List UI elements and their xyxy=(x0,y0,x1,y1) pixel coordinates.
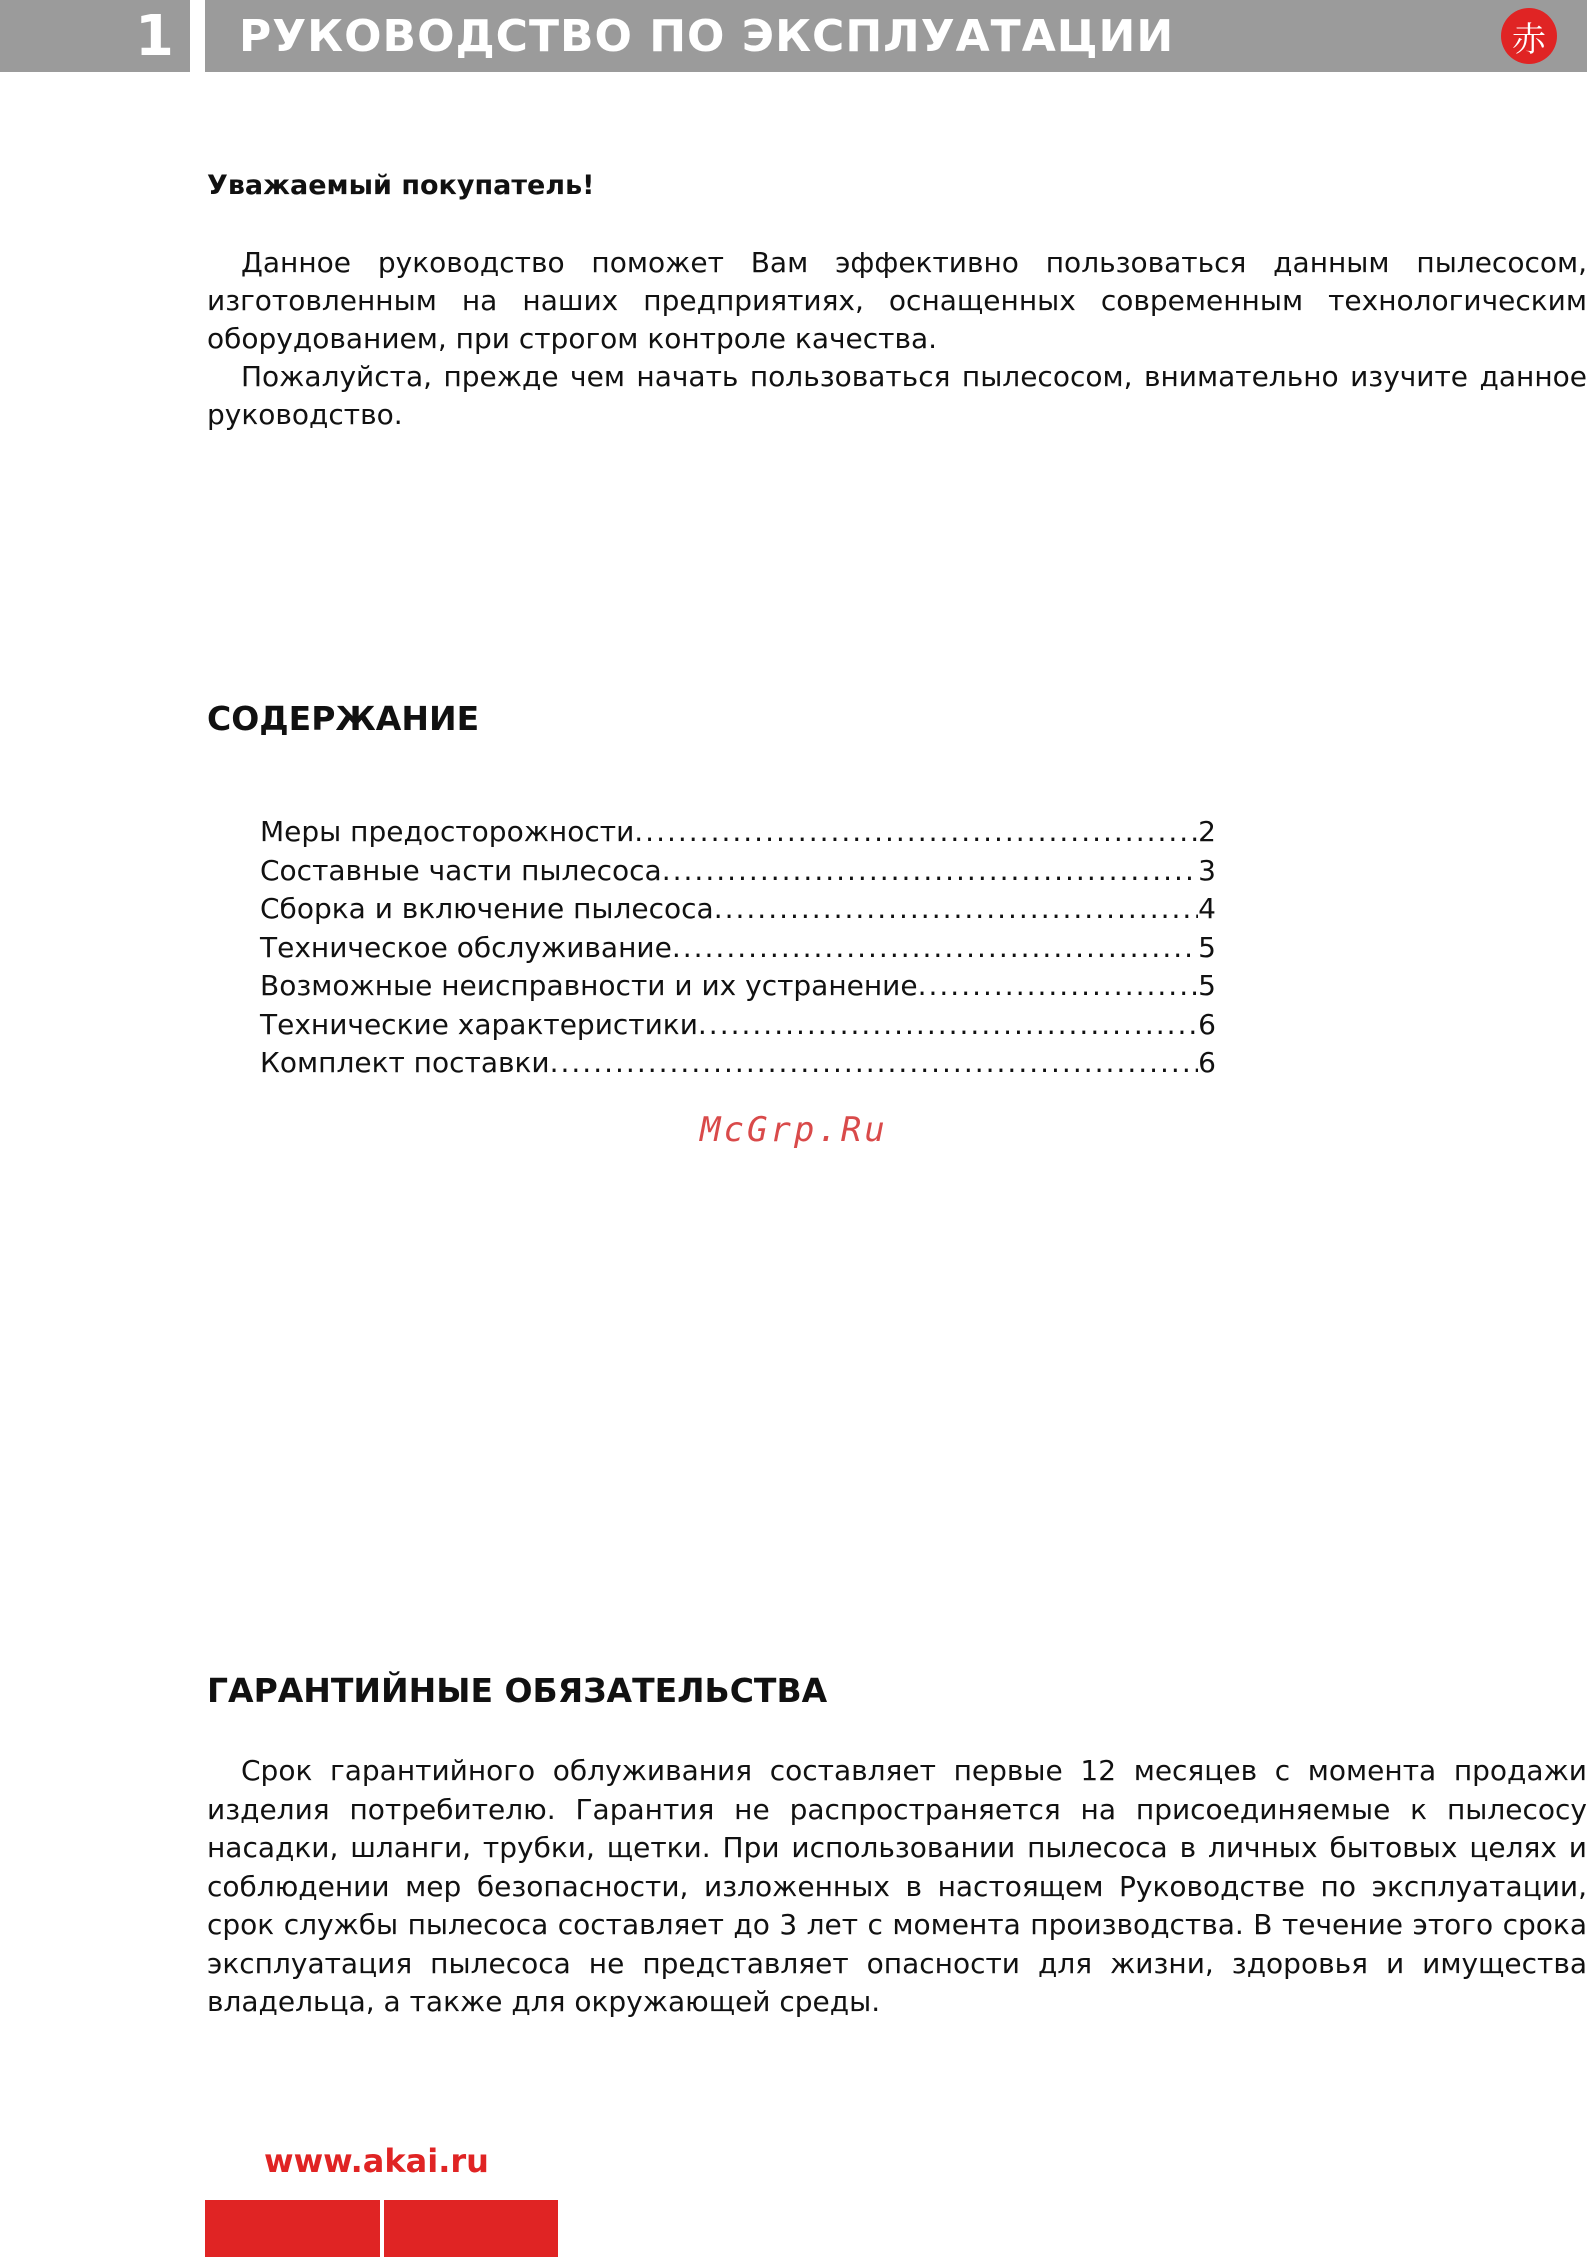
brand-logo-icon: 赤 xyxy=(1501,8,1557,64)
toc-item-page: 6 xyxy=(1198,1007,1216,1041)
toc-item[interactable] xyxy=(260,1008,1216,1047)
page-title: РУКОВОДСТВО ПО ЭКСПЛУАТАЦИИ xyxy=(239,10,1175,62)
toc-item[interactable] xyxy=(260,1046,1216,1085)
warranty-text xyxy=(207,1752,1587,2022)
toc-leader-dots xyxy=(714,892,1198,925)
toc-leader-dots xyxy=(698,1008,1198,1041)
toc-item-label: Технические характеристики xyxy=(260,1007,698,1041)
toc-leader-dots xyxy=(550,1046,1199,1079)
toc-item-page: 2 xyxy=(1198,815,1216,848)
toc-item[interactable] xyxy=(260,892,1216,931)
greeting: Уважаемый покупатель! xyxy=(207,170,595,201)
toc-leader-dots xyxy=(634,815,1198,848)
header-band xyxy=(205,0,1587,72)
toc-item-page: 5 xyxy=(1198,969,1216,1002)
toc-item-page: 5 xyxy=(1198,930,1216,964)
footer-accent-bar xyxy=(205,2200,380,2257)
warranty-paragraph: Срок гарантийного облуживания составляет первые 12 месяцев с момента продажи изделия потребителю. Гарантия не распространяется на присоединяемые к пылесосу насадки, шланги, трубки, щетки. При использовании пылесоса в личных бытовых целях и соблюдении мер безопасности, изложенных в настоящем Руководстве по эксплуатации, срок службы пылесоса составляет до 3 лет с момента производства. В течение этого срока эксплуатация пылесоса не представляет опасности для жизни, здоровья и имущества владельца, а также для окружающей среды. xyxy=(207,1754,1587,2018)
toc-item-page: 6 xyxy=(1198,1046,1216,1079)
toc-item-label: Техническое обслуживание xyxy=(260,930,672,964)
toc-item-label: Возможные неисправности и их устранение xyxy=(260,969,918,1002)
intro-paragraph-1: Данное руководство поможет Вам эффективно пользоваться данным пылесосом, изготовленным на наших предприятиях, оснащенных современным технологическим оборудованием, при строгом контроле качества. xyxy=(207,246,1587,355)
watermark: McGrp.Ru xyxy=(700,1110,888,1150)
toc-item-page: 3 xyxy=(1198,853,1216,887)
toc-item-label: Комплект поставки xyxy=(260,1046,550,1079)
toc-item[interactable] xyxy=(260,854,1216,893)
toc-item[interactable] xyxy=(260,969,1216,1008)
toc-item-page: 4 xyxy=(1198,892,1216,925)
footer-link[interactable]: www.akai.ru xyxy=(264,2142,489,2180)
warranty-title: ГАРАНТИЙНЫЕ ОБЯЗАТЕЛЬСТВА xyxy=(207,1671,828,1710)
table-of-contents xyxy=(260,815,1216,1085)
page-number: 1 xyxy=(0,0,190,72)
toc-item-label: Сборка и включение пылесоса xyxy=(260,892,714,925)
toc-item[interactable] xyxy=(260,931,1216,970)
toc-item-label: Составные части пылесоса xyxy=(260,853,662,887)
intro-paragraph-2: Пожалуйста, прежде чем начать пользоваться пылесосом, внимательно изучите данное руководство. xyxy=(207,360,1587,431)
toc-leader-dots xyxy=(918,969,1199,1002)
toc-leader-dots xyxy=(662,854,1198,887)
toc-leader-dots xyxy=(672,931,1198,964)
footer-accent-bar xyxy=(384,2200,558,2257)
toc-title: СОДЕРЖАНИЕ xyxy=(207,699,480,738)
toc-item[interactable] xyxy=(260,815,1216,854)
intro-text xyxy=(207,244,1587,434)
toc-item-label: Меры предосторожности xyxy=(260,815,635,848)
